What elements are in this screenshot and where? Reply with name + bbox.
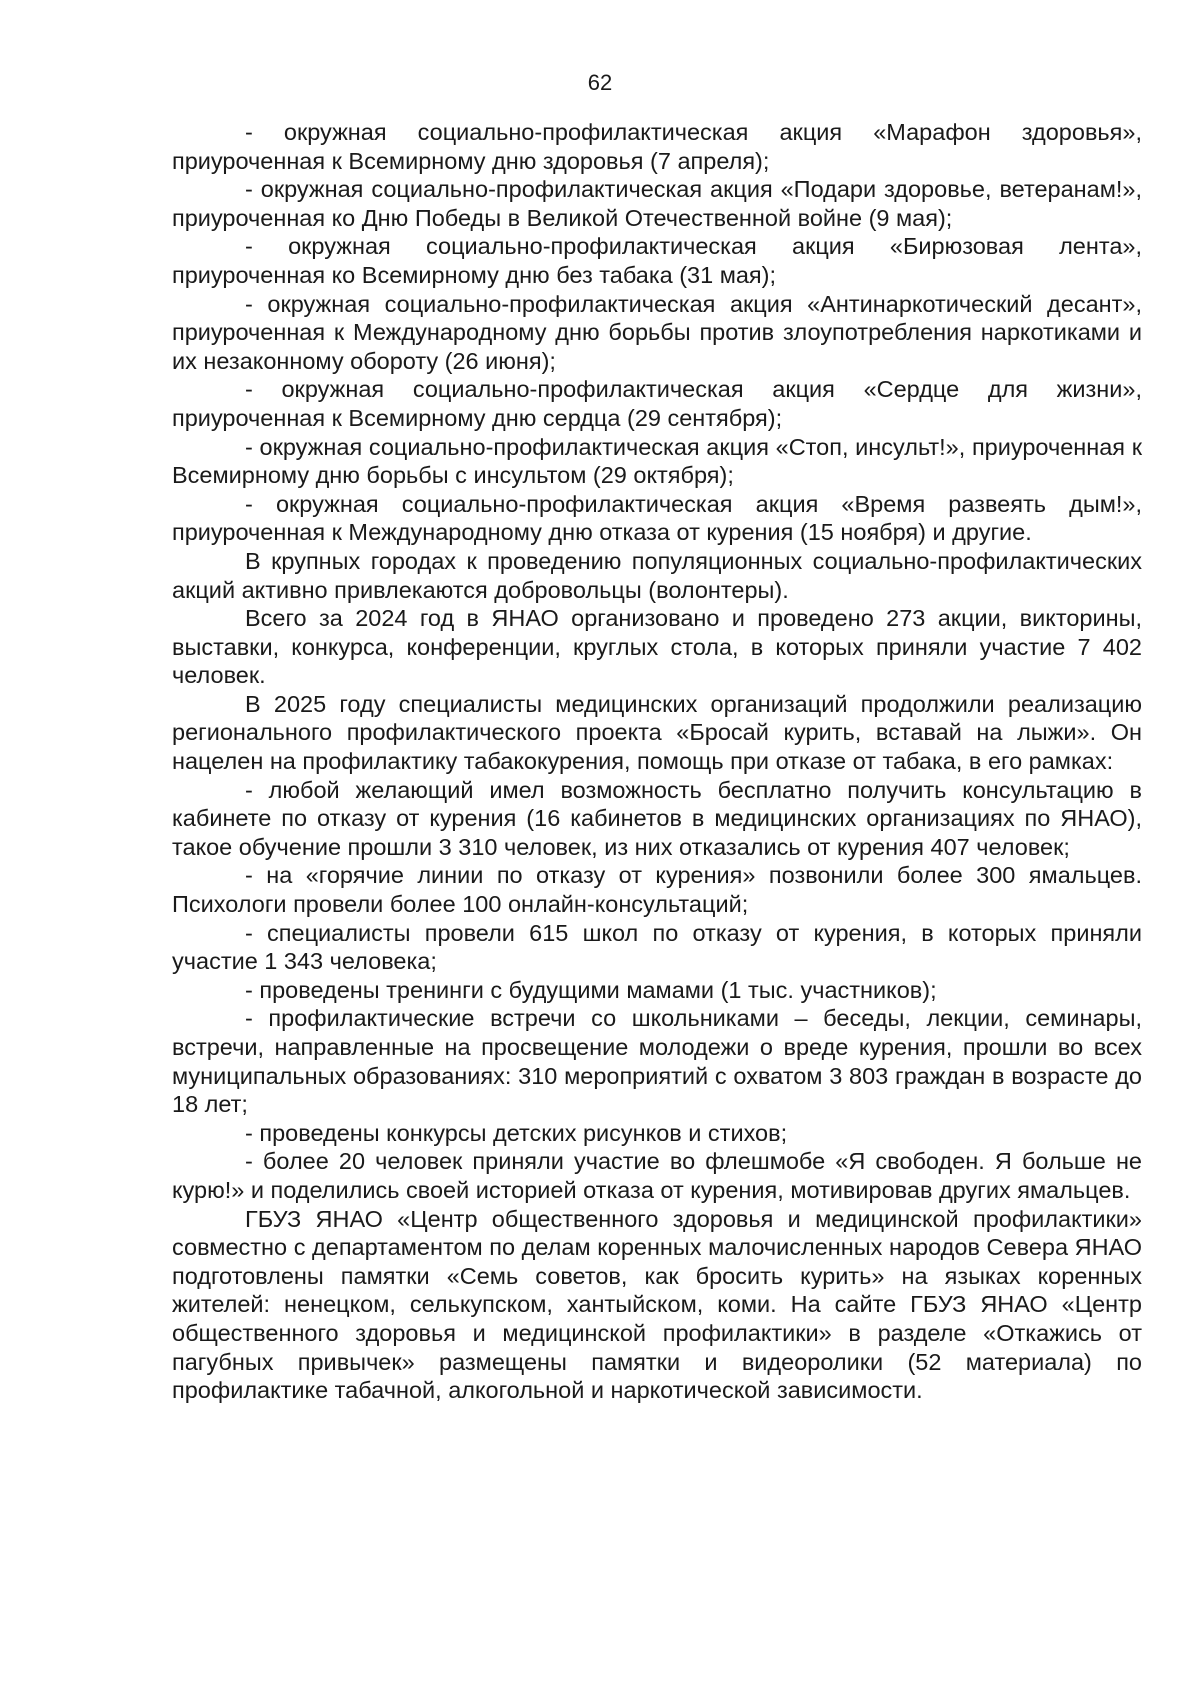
paragraph-list-item: - окружная социально-профилактическая акция «Марафон здоровья», приуроченная к Всемирному дню здоровья (7 апреля); xyxy=(172,119,1142,174)
paragraph-list-item: - окружная социально-профилактическая акция «Сердце для жизни», приуроченная к Всемирному дню сердца (29 сентября); xyxy=(172,376,1142,431)
paragraph-list-item: - проведены тренинги с будущими мамами (1 тыс. участников); xyxy=(245,976,937,1003)
paragraph: В крупных городах к проведению популяционных социально-профилактических акций активно привлекаются добровольцы (волонтеры). xyxy=(172,547,1142,603)
page-number: 62 xyxy=(587,70,613,95)
document-body xyxy=(172,118,1142,1405)
paragraph: Всего за 2024 год в ЯНАО организовано и проведено 273 акции, викторины, выставки, конкурса, конференции, круглых стола, в которых приняли участие 7 402 человек. xyxy=(172,605,1142,689)
paragraph-list-item: - профилактические встречи со школьниками – беседы, лекции, семинары, встречи, направленные на просвещение молодежи о вреде курения, прошли во всех муниципальных образованиях: 310 мероприятий с охватом 3 803 граждан в возрасте до 18 лет; xyxy=(172,1005,1142,1118)
paragraph-list-item: - более 20 человек приняли участие во флешмобе «Я свободен. Я больше не курю!» и поделились своей историей отказа от курения, мотивировав других ямальцев. xyxy=(172,1148,1142,1203)
paragraph: ГБУЗ ЯНАО «Центр общественного здоровья и медицинской профилактики» совместно с департаментом по делам коренных малочисленных народов Севера ЯНАО подготовлены памятки «Семь советов, как бросить курить» на языках коренных жителей: ненецком, селькупском, хантыйском, коми. На сайте ГБУЗ ЯНАО «Центр общественного здоровья и медицинской профилактики» в разделе «Откажись от пагубных привычек» размещены памятки и видеоролики (52 материала) по профилактике табачной, алкогольной и наркотической зависимости. xyxy=(172,1205,1142,1404)
paragraph-list-item: - окружная социально-профилактическая акция «Время развеять дым!», приуроченная к Международному дню отказа от курения (15 ноября) и другие. xyxy=(172,490,1142,546)
paragraph: В 2025 году специалисты медицинских организаций продолжили реализацию регионального профилактического проекта «Бросай курить, вставай на лыжи». Он нацелен на профилактику табакокурения, помощь при отказе от табака, в его рамках: xyxy=(172,690,1142,775)
paragraph-list-item: - любой желающий имел возможность бесплатно получить консультацию в кабинете по отказу от курения (16 кабинетов в медицинских организациях по ЯНАО), такое обучение прошли 3 310 человек, из них отказались от курения 407 человек; xyxy=(172,776,1142,860)
paragraph-list-item: - окружная социально-профилактическая акция «Антинаркотический десант», приуроченная к Международному дню борьбы против злоупотребления наркотиками и их незаконному обороту (26 июня); xyxy=(172,290,1142,374)
paragraph-list-item: - специалисты провели 615 школ по отказу от курения, в которых приняли участие 1 343 человека; xyxy=(172,919,1142,975)
paragraph-list-item: - проведены конкурсы детских рисунков и стихов; xyxy=(245,1119,788,1146)
paragraph-list-item: - окружная социально-профилактическая акция «Подари здоровье, ветеранам!», приуроченная ко Дню Победы в Великой Отечественной войне (9 мая); xyxy=(172,176,1142,231)
paragraph-list-item: - окружная социально-профилактическая акция «Стоп, инсульт!», приуроченная к Всемирному дню борьбы с инсультом (29 октября); xyxy=(172,433,1142,489)
paragraph-list-item: - на «горячие линии по отказу от курения» позвонили более 300 ямальцев. Психологи провели более 100 онлайн-консультаций; xyxy=(172,862,1142,918)
paragraph-list-item: - окружная социально-профилактическая акция «Бирюзовая лента», приуроченная ко Всемирному дню без табака (31 мая); xyxy=(172,233,1142,288)
